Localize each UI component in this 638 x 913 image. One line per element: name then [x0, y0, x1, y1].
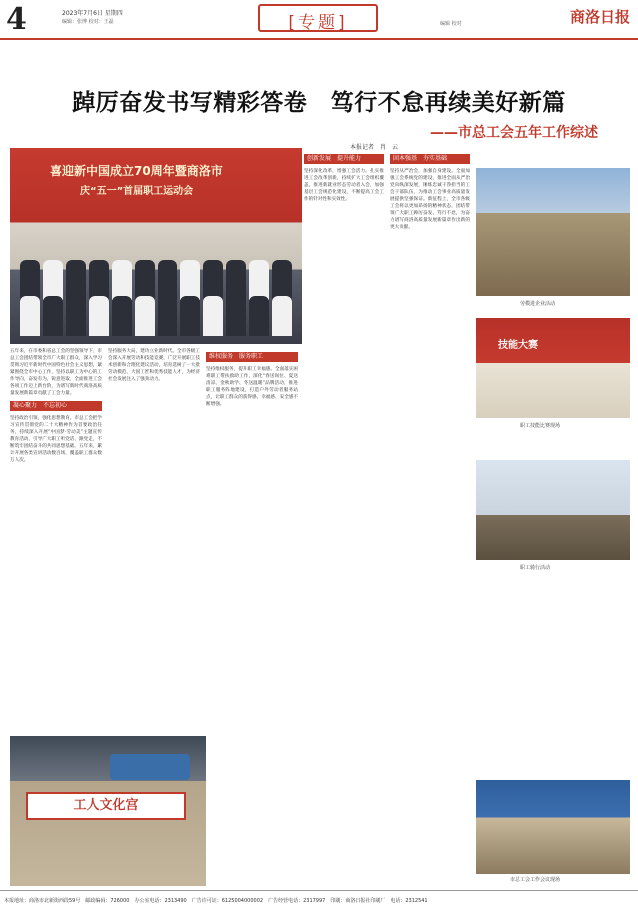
paragraph: 坚持从严治会，加强自身建设。全面加强工会系统党的建设，推进全面从严治党向纵深发展，锤炼忠诚干净担当的工会干部队伍，为推动工会事业高质量发展提供坚强保证。新征程上，全市各级工会将以更加昂扬的精神状态，团结带领广大职工踔厉奋发、笃行不怠，为奋力谱写商洛高质量发展新篇章作出新的更大贡献。 [390, 169, 470, 230]
photo-caption: 职工骑行活动 [520, 565, 551, 571]
issue-date: 2023年7月6日 星期四 [62, 10, 123, 17]
competition-banner-text: 技能大赛 [498, 340, 538, 351]
person [112, 260, 132, 300]
person [43, 260, 63, 300]
person [272, 260, 292, 300]
person [180, 296, 200, 336]
crowd-row-front [20, 296, 292, 336]
person [66, 260, 86, 300]
paragraph: 坚持政治引领，强化思想教育。市总工会把学习宣传贯彻党的二十大精神作为首要政治任务，持续深入开展“中国梦·劳动美”主题宣传教育活动，引导广大职工听党话、跟党走，不断筑牢团结奋斗的共同思想基础。五年来，累计开展各类宣讲活动数百场，覆盖职工群众数万人次。 [10, 416, 102, 463]
text-column-3 [206, 348, 298, 888]
paragraph: 坚持服务大局，建功立业新时代。全市各级工会深入开展劳动和技能竞赛，广泛开展职工技术创新和合理化建议活动，培育选树了一大批劳动模范、大国工匠和优秀技能人才，为经济社会发展注入了强劲动力。 [108, 349, 200, 382]
person [135, 260, 155, 300]
editor-line: 编辑：张博 校对：王磊 [62, 19, 114, 25]
person [89, 296, 109, 336]
footer-divider [0, 890, 638, 891]
person [112, 296, 132, 336]
text-column-5 [390, 150, 470, 890]
photo-caption: 劳模进企业活动 [520, 301, 556, 307]
workers-culture-palace-photo [10, 736, 206, 886]
person [89, 260, 109, 300]
person [180, 260, 200, 300]
person [135, 296, 155, 336]
subsection-heading: 维权服务 服务职工 [206, 352, 298, 362]
text-column-2 [108, 348, 200, 730]
page-number: 4 [6, 2, 27, 37]
section-box [258, 4, 378, 32]
page-header [0, 0, 638, 38]
photo-banner-text: 喜迎新中国成立70周年暨商洛市 [50, 164, 223, 178]
paragraph: 坚持深化改革，增强工会活力。扎实推进工会改革创新，持续扩大工会组织覆盖，推进新就业形态劳动者入会，加强基层工会规范化建设，不断提高工会工作的针对性和实效性。 [304, 169, 384, 202]
crowd-row-back [20, 260, 292, 300]
hall-decoration [110, 754, 190, 780]
header-divider [0, 38, 638, 40]
person [203, 296, 223, 336]
photo-caption: 职工技能比赛现场 [520, 423, 561, 429]
article-headline: 踔厉奋发书写精彩答卷 笃行不怠再续美好新篇 [72, 90, 566, 116]
photo-banner-subtext: 庆“五一”首届职工运动会 [80, 186, 194, 197]
person [226, 260, 246, 300]
person [272, 296, 292, 336]
person [158, 260, 178, 300]
section-label: [专题] [288, 13, 348, 33]
subsection-heading: 固本强基 夯实基础 [390, 154, 470, 164]
subsection-heading: 凝心聚力 不忘初心 [10, 401, 102, 411]
article-byline: 本报记者 肖 云 [350, 144, 399, 151]
cycling-photo [476, 460, 630, 560]
subsection-heading: 创新发展 提升能力 [304, 154, 384, 164]
person [20, 260, 40, 300]
person [249, 296, 269, 336]
person [43, 296, 63, 336]
person [226, 296, 246, 336]
article-subhead: ——市总工会五年工作综述 [430, 125, 598, 141]
person [66, 296, 86, 336]
text-column-1 [10, 348, 102, 730]
masthead-logo: 商洛日报 [569, 8, 630, 26]
footer-info: 本报地址：商洛市北新街西段59号 邮政编码：726000 办公室电话：2313490 广告许可证：6125004000002 广告经营电话：2317997 印刷：商洛日报社印刷厂 电话：2312541 [4, 898, 428, 904]
meeting-photo [476, 780, 630, 874]
right-editor-line: 编辑 校对 [440, 21, 462, 27]
person [158, 296, 178, 336]
paragraph: 五年来，在市委和省总工会的坚强领导下，市总工会团结带领全市广大职工群众，深入学习贯彻习近平新时代中国特色社会主义思想，紧紧围绕全市中心工作，坚持以职工为中心的工作导向，奋发有为，锐意进取，全面推进工会各项工作迈上新台阶，为谱写新时代商洛高质量发展新篇章贡献了工会力量。 [10, 349, 102, 396]
text-column-4 [304, 150, 384, 890]
person [249, 260, 269, 300]
paragraph: 坚持维权服务，提升职工幸福感。全面落实困难职工帮扶救助工作，深化“春送岗位、夏送清凉、金秋助学、冬送温暖”品牌活动，推进职工服务阵地建设，打造户外劳动者服务站点，让职工群众的获得感、幸福感、安全感不断增强。 [206, 367, 298, 407]
person [20, 296, 40, 336]
workers-photo [476, 168, 630, 296]
person [203, 260, 223, 300]
hall-sign: 工人文化宫 [26, 792, 186, 820]
group-photo [10, 148, 302, 344]
photo-caption: 市总工会工作会议现场 [510, 877, 561, 883]
competition-photo [476, 318, 630, 418]
